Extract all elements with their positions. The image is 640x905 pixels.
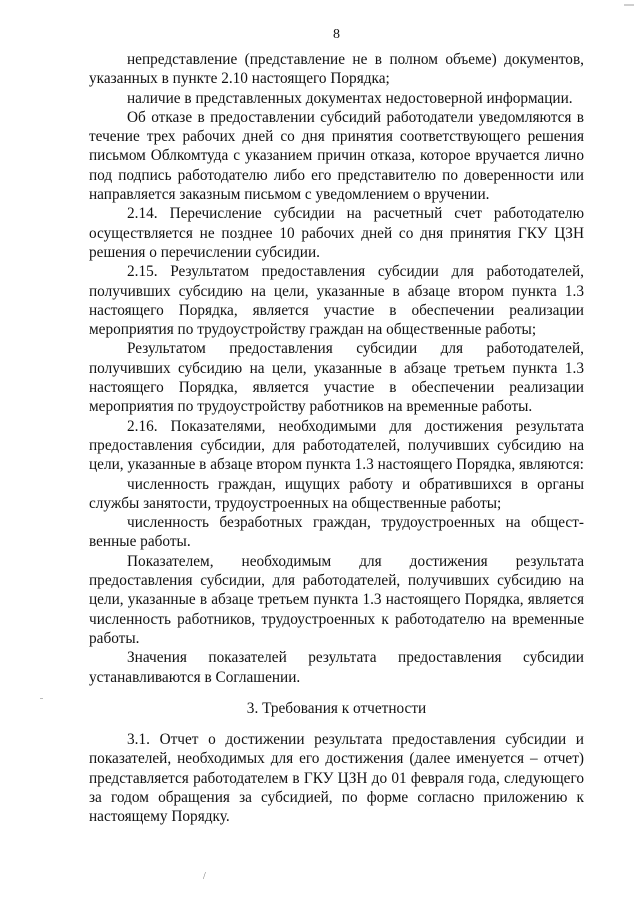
document-page: [89, 26, 584, 827]
page-number: 8: [333, 27, 340, 42]
paragraph-indicator-values: Значения показателей результата предоставления субсидии устанавливаются в Соглашении.: [89, 649, 584, 686]
section-heading-reporting: 3. Требования к отчетности: [246, 699, 427, 717]
paragraph-2-14: 2.14. Перечисление субсидии на расчетный счет работодателю осуществляется не позднее 10 рабочих дней со дня принятия ГКУ ЦЗН решения о перечислении субсидии.: [89, 205, 584, 261]
stray-pen-mark: /: [203, 871, 206, 882]
paragraph-2-15-temporary: Результатом предоставления субсидии для работодателей, получивших субсидию на цели, указанные в абзаце третьем пункта 1.3 настоящего Порядка, является участие в обеспечении реализации мероприятия по трудоустройству работников на временные работы.: [89, 340, 584, 416]
paragraph-false-info: наличие в представленных документах недостоверной информации.: [127, 89, 573, 107]
paragraph-2-16: 2.16. Показателями, необходимыми для достижения результата предоставления субсидии, для работодателей, получивших субсидию на цели, указанные в абзаце втором пункта 1.3 настоящего Порядка, являются:: [89, 417, 584, 474]
paragraph-indicator-unemployed: численность безработных граждан, трудоустроенных на общественные работы.: [89, 514, 584, 551]
paragraph-3-1: 3.1. Отчет о достижении результата предоставления субсидии и показателей, необходимых для его достижения (далее именуется – отчет) представляется работодателем в ГКУ ЦЗН до 01 февраля года, следующего за годом обращения за субсидией, по форме согласно приложению к настоящему Порядку.: [89, 731, 584, 826]
paragraph-refusal-notice: Об отказе в предоставлении субсидий работодатели уведомляются в течение трех рабочих дней со дня принятия соответствующего решения письмом Облкомтуда с указанием причин отказа, которое вручается лично под подпись работодателю либо его представителю по доверенности или направляется заказным письмом с уведомлением о вручении.: [89, 108, 584, 204]
scan-margin-tick: [40, 698, 43, 699]
paragraph-2-15: 2.15. Результатом предоставления субсидии для работодателей, получивших субсидию на цели, указанные в абзаце втором пункта 1.3 настоящего Порядка, является участие в обеспечении реализации мероприятия по трудоустройству граждан на общественные работы;: [89, 263, 584, 339]
paragraph-nonsubmission: непредставление (представление не в полном объеме) документов, указанных в пункте 2.10 настоящего Порядка;: [89, 51, 584, 88]
paragraph-indicator-job-seekers: численность граждан, ищущих работу и обратившихся в органы службы занятости, трудоустроенных на общественные работы;: [89, 475, 584, 512]
scan-corner-mark: [624, 4, 634, 6]
paragraph-indicator-temporary: Показателем, необходимым для достижения результата предоставления субсидии, для работодателей, получивших субсидию на цели, указанные в абзаце третьем пункта 1.3 настоящего Порядка, является численность работников, трудоустроенных к работодателю на временные работы.: [89, 552, 584, 647]
